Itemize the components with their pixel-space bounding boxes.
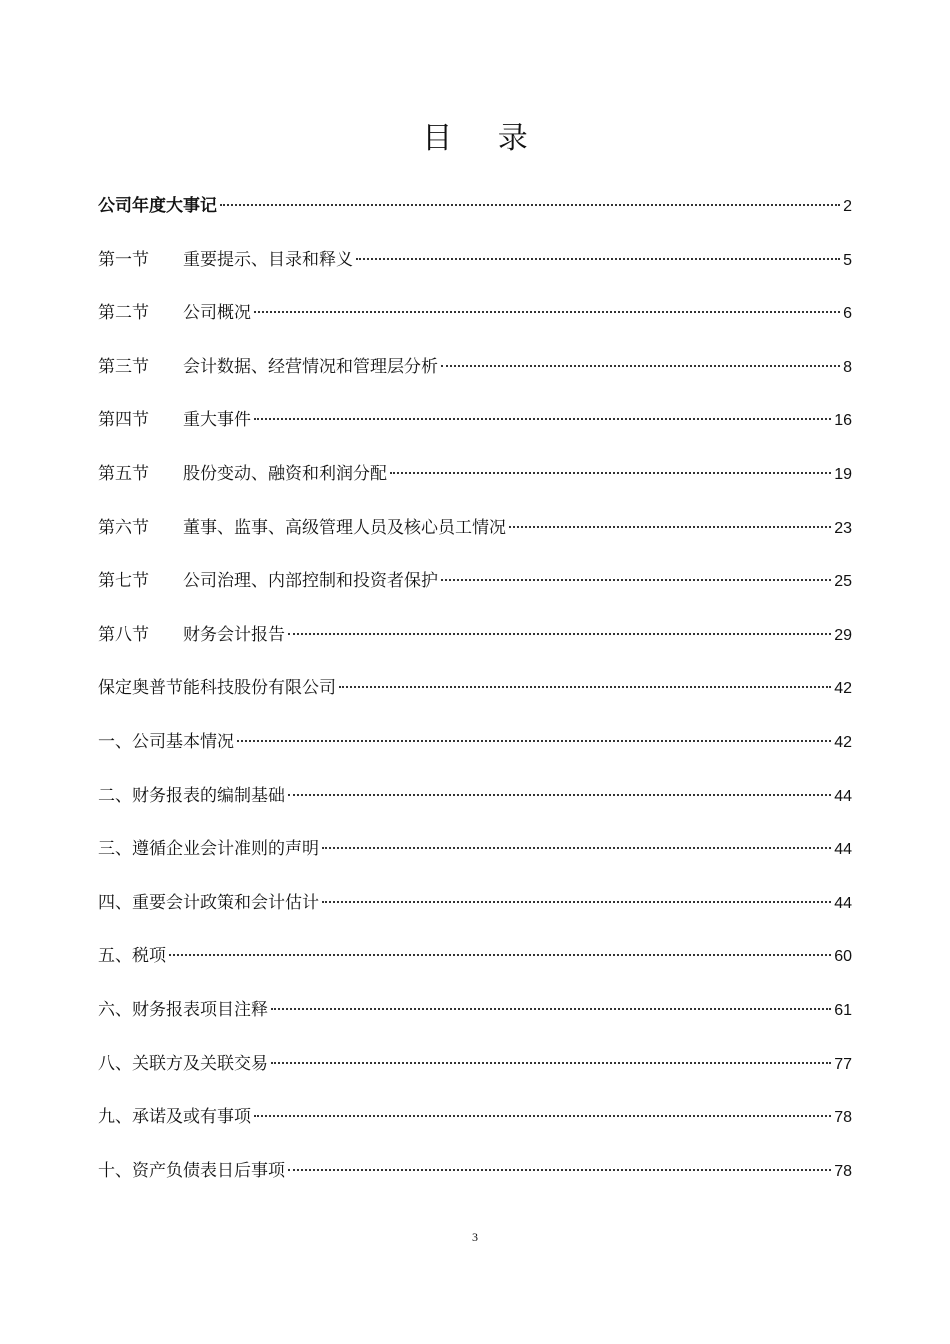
dot-leader xyxy=(288,1169,831,1171)
toc-page-number: 23 xyxy=(834,519,852,537)
toc-entry[interactable] xyxy=(98,996,852,1050)
toc-entry-title: 十、资产负债表日后事项 xyxy=(98,1160,285,1181)
toc-entry-title: 公司年度大事记 xyxy=(98,196,217,216)
toc-entry-title: 一、公司基本情况 xyxy=(98,731,234,752)
toc-page-number: 8 xyxy=(843,358,852,376)
dot-leader xyxy=(509,526,831,528)
toc-entry-title: 四、重要会计政策和会计估计 xyxy=(98,892,319,913)
toc-section-number: 第六节 xyxy=(98,517,149,538)
dot-leader xyxy=(271,1062,831,1064)
toc-entry-title: 六、财务报表项目注释 xyxy=(98,999,268,1020)
toc-entry[interactable] xyxy=(98,460,852,514)
toc-entry-title: 财务会计报告 xyxy=(183,624,285,645)
toc-entry[interactable] xyxy=(98,192,852,246)
toc-section-number: 第七节 xyxy=(98,571,149,592)
toc-page-number: 44 xyxy=(834,841,852,859)
toc-entry-title: 股份变动、融资和利润分配 xyxy=(183,463,387,484)
dot-leader xyxy=(169,954,831,956)
toc-entry-title: 重大事件 xyxy=(183,410,251,431)
toc-page-number: 78 xyxy=(834,1109,852,1127)
toc-entry-title: 保定奥普节能科技股份有限公司 xyxy=(98,678,336,699)
toc-entry[interactable] xyxy=(98,942,852,996)
toc-entry[interactable] xyxy=(98,674,852,728)
dot-leader xyxy=(220,204,840,206)
dot-leader xyxy=(322,901,831,903)
toc-page-number: 6 xyxy=(843,305,852,323)
table-of-contents xyxy=(98,192,852,1210)
toc-entry[interactable] xyxy=(98,889,852,943)
toc-section-number: 第一节 xyxy=(98,249,149,270)
toc-entry-title: 公司治理、内部控制和投资者保护 xyxy=(183,571,438,592)
toc-page-number: 16 xyxy=(834,412,852,430)
toc-entry[interactable] xyxy=(98,567,852,621)
toc-entry[interactable] xyxy=(98,835,852,889)
toc-entry-title: 重要提示、目录和释义 xyxy=(183,249,353,270)
toc-entry-title: 二、财务报表的编制基础 xyxy=(98,785,285,806)
toc-entry[interactable] xyxy=(98,621,852,675)
toc-section-number: 第三节 xyxy=(98,356,149,377)
dot-leader xyxy=(237,740,831,742)
toc-page-number: 60 xyxy=(834,948,852,966)
toc-page-number: 2 xyxy=(843,198,852,215)
toc-entry-title: 会计数据、经营情况和管理层分析 xyxy=(183,356,438,377)
toc-entry[interactable] xyxy=(98,728,852,782)
dot-leader xyxy=(254,311,840,313)
page-title: 目 录 xyxy=(422,121,546,156)
dot-leader xyxy=(254,418,831,420)
dot-leader xyxy=(339,686,831,688)
toc-entry-title: 三、遵循企业会计准则的声明 xyxy=(98,839,319,860)
toc-entry[interactable] xyxy=(98,299,852,353)
toc-page-number: 44 xyxy=(834,787,852,805)
toc-entry-title: 九、承诺及或有事项 xyxy=(98,1107,251,1128)
toc-page-number: 19 xyxy=(834,465,852,483)
toc-entry-title: 五、税项 xyxy=(98,946,166,967)
toc-entry[interactable] xyxy=(98,514,852,568)
dot-leader xyxy=(254,1115,831,1117)
dot-leader xyxy=(390,472,831,474)
toc-section-number: 第五节 xyxy=(98,463,149,484)
toc-entry[interactable] xyxy=(98,353,852,407)
toc-page-number: 44 xyxy=(834,894,852,912)
dot-leader xyxy=(288,794,831,796)
toc-page-number: 77 xyxy=(834,1055,852,1073)
dot-leader xyxy=(441,365,840,367)
dot-leader xyxy=(356,258,840,260)
dot-leader xyxy=(322,847,831,849)
toc-page-number: 5 xyxy=(843,251,852,269)
toc-section-number: 第二节 xyxy=(98,303,149,324)
toc-section-number: 第八节 xyxy=(98,624,149,645)
toc-entry-title: 公司概况 xyxy=(183,303,251,324)
dot-leader xyxy=(441,579,831,581)
toc-page-number: 25 xyxy=(834,573,852,591)
dot-leader xyxy=(288,633,831,635)
toc-page-number: 42 xyxy=(834,733,852,751)
toc-page-number: 61 xyxy=(834,1001,852,1019)
toc-entry[interactable] xyxy=(98,1157,852,1211)
dot-leader xyxy=(271,1008,831,1010)
toc-entry[interactable] xyxy=(98,1050,852,1104)
toc-section-number: 第四节 xyxy=(98,410,149,431)
page-number: 3 xyxy=(472,1230,478,1244)
toc-entry[interactable] xyxy=(98,406,852,460)
toc-entry-title: 八、关联方及关联交易 xyxy=(98,1053,268,1074)
toc-entry-title: 董事、监事、高级管理人员及核心员工情况 xyxy=(183,517,506,538)
toc-page-number: 29 xyxy=(834,626,852,644)
toc-page-number: 42 xyxy=(834,680,852,698)
toc-entry[interactable] xyxy=(98,1103,852,1157)
toc-entry[interactable] xyxy=(98,246,852,300)
toc-page-number: 78 xyxy=(834,1162,852,1180)
toc-entry[interactable] xyxy=(98,782,852,836)
